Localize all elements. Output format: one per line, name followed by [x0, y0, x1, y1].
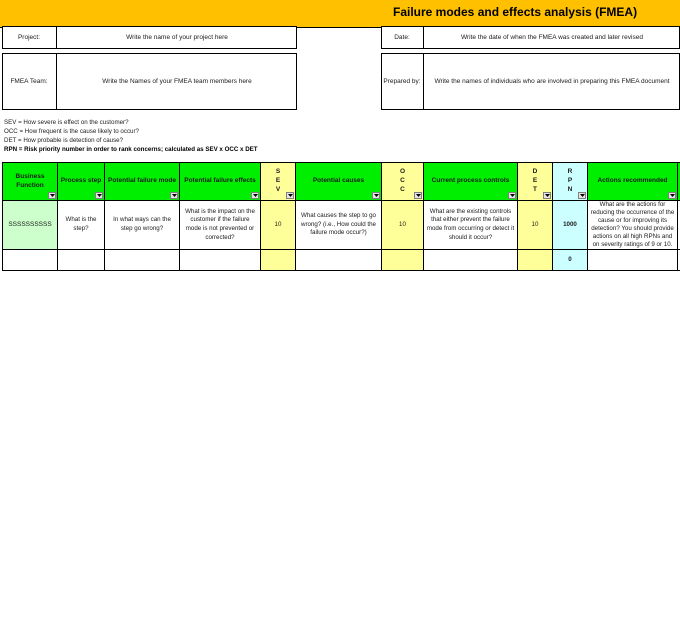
- row2-occ[interactable]: [381, 249, 424, 271]
- col-rpn[interactable]: R P N: [552, 162, 588, 201]
- filter-failure-mode-dropdown[interactable]: [170, 192, 178, 199]
- row1-sev[interactable]: 10: [260, 200, 296, 250]
- date-label: Date:: [394, 34, 410, 41]
- col-business-function[interactable]: Business Function: [2, 162, 58, 201]
- row1-business-function[interactable]: SSSSSSSSSS: [2, 200, 58, 250]
- chevron-down-icon: [288, 194, 293, 197]
- legend-det: DET = How probable is detection of cause?: [4, 137, 124, 144]
- date-field[interactable]: Write the date of when the FMEA was created and later revised: [461, 34, 643, 41]
- row2-actions[interactable]: [587, 249, 678, 271]
- row2-failure-mode[interactable]: [104, 249, 180, 271]
- project-label: Project:: [17, 34, 41, 41]
- chevron-down-icon: [50, 194, 55, 197]
- team-label: FMEA Team:: [10, 78, 48, 85]
- col-failure-effects[interactable]: Potential failure effects: [179, 162, 261, 201]
- col-failure-mode[interactable]: Potential failure mode: [104, 162, 180, 201]
- row1-det[interactable]: 10: [517, 200, 553, 250]
- row2-controls[interactable]: [423, 249, 518, 271]
- filter-process-step-dropdown[interactable]: [95, 192, 103, 199]
- filter-failure-effects-dropdown[interactable]: [251, 192, 259, 199]
- chevron-down-icon: [416, 194, 421, 197]
- project-field[interactable]: Write the name of your project here: [126, 34, 228, 41]
- col-det[interactable]: D E T: [517, 162, 553, 201]
- row1-causes[interactable]: What causes the step to go wrong? (i.e., How could the failure mode occur?): [295, 200, 382, 250]
- row1-actions[interactable]: What are the actions for reducing the occurrence of the cause or for improving its detection? You should provide actions on all high RPNs and on severity ratings of 9 or 10.: [587, 200, 678, 250]
- col-causes[interactable]: Potential causes: [295, 162, 382, 201]
- legend-occ: OCC = How frequent is the cause likely to occur?: [4, 128, 139, 135]
- row1-failure-effects[interactable]: What is the impact on the customer if the failure mode is not prevented or corrected?: [179, 200, 261, 250]
- row1-process-step[interactable]: What is the step?: [57, 200, 105, 250]
- col-controls[interactable]: Current process controls: [423, 162, 518, 201]
- row2-business-function[interactable]: [2, 249, 58, 271]
- filter-controls-dropdown[interactable]: [508, 192, 516, 199]
- filter-actions-dropdown[interactable]: [668, 192, 676, 199]
- row2-failure-effects[interactable]: [179, 249, 261, 271]
- chevron-down-icon: [172, 194, 177, 197]
- row1-failure-mode[interactable]: In what ways can the step go wrong?: [104, 200, 180, 250]
- prepared-field[interactable]: Write the names of individuals who are involved in preparing this FMEA document: [434, 78, 670, 85]
- col-actions[interactable]: Actions recommended: [587, 162, 678, 201]
- chevron-down-icon: [580, 194, 585, 197]
- row1-occ[interactable]: 10: [381, 200, 424, 250]
- chevron-down-icon: [97, 194, 102, 197]
- chevron-down-icon: [670, 194, 675, 197]
- filter-sev-dropdown[interactable]: [286, 192, 294, 199]
- row2-causes[interactable]: [295, 249, 382, 271]
- row1-rpn: 1000: [552, 200, 588, 250]
- sheet-title: Failure modes and effects analysis (FMEA): [393, 5, 638, 19]
- row2-process-step[interactable]: [57, 249, 105, 271]
- filter-rpn-dropdown[interactable]: [578, 192, 586, 199]
- filter-det-dropdown[interactable]: [543, 192, 551, 199]
- chevron-down-icon: [253, 194, 258, 197]
- row2-det[interactable]: [517, 249, 553, 271]
- legend-sev: SEV = How severe is effect on the customer?: [4, 119, 129, 126]
- col-process-step[interactable]: Process step: [57, 162, 105, 201]
- prepared-label: Prepared by:: [383, 78, 421, 85]
- row1-controls[interactable]: What are the existing controls that either prevent the failure mode from occurring or detect it should it occur?: [423, 200, 518, 250]
- filter-causes-dropdown[interactable]: [372, 192, 380, 199]
- row2-sev[interactable]: [260, 249, 296, 271]
- chevron-down-icon: [374, 194, 379, 197]
- team-field[interactable]: Write the Names of your FMEA team members here: [102, 78, 252, 85]
- row2-rpn: 0: [552, 249, 588, 271]
- col-occ[interactable]: O C C: [381, 162, 424, 201]
- chevron-down-icon: [545, 194, 550, 197]
- chevron-down-icon: [510, 194, 515, 197]
- filter-occ-dropdown[interactable]: [414, 192, 422, 199]
- filter-business-function-dropdown[interactable]: [48, 192, 56, 199]
- col-sev[interactable]: S E V: [260, 162, 296, 201]
- legend-rpn: RPN = Risk priority number in order to rank concerns; calculated as SEV x OCC x DET: [4, 146, 258, 153]
